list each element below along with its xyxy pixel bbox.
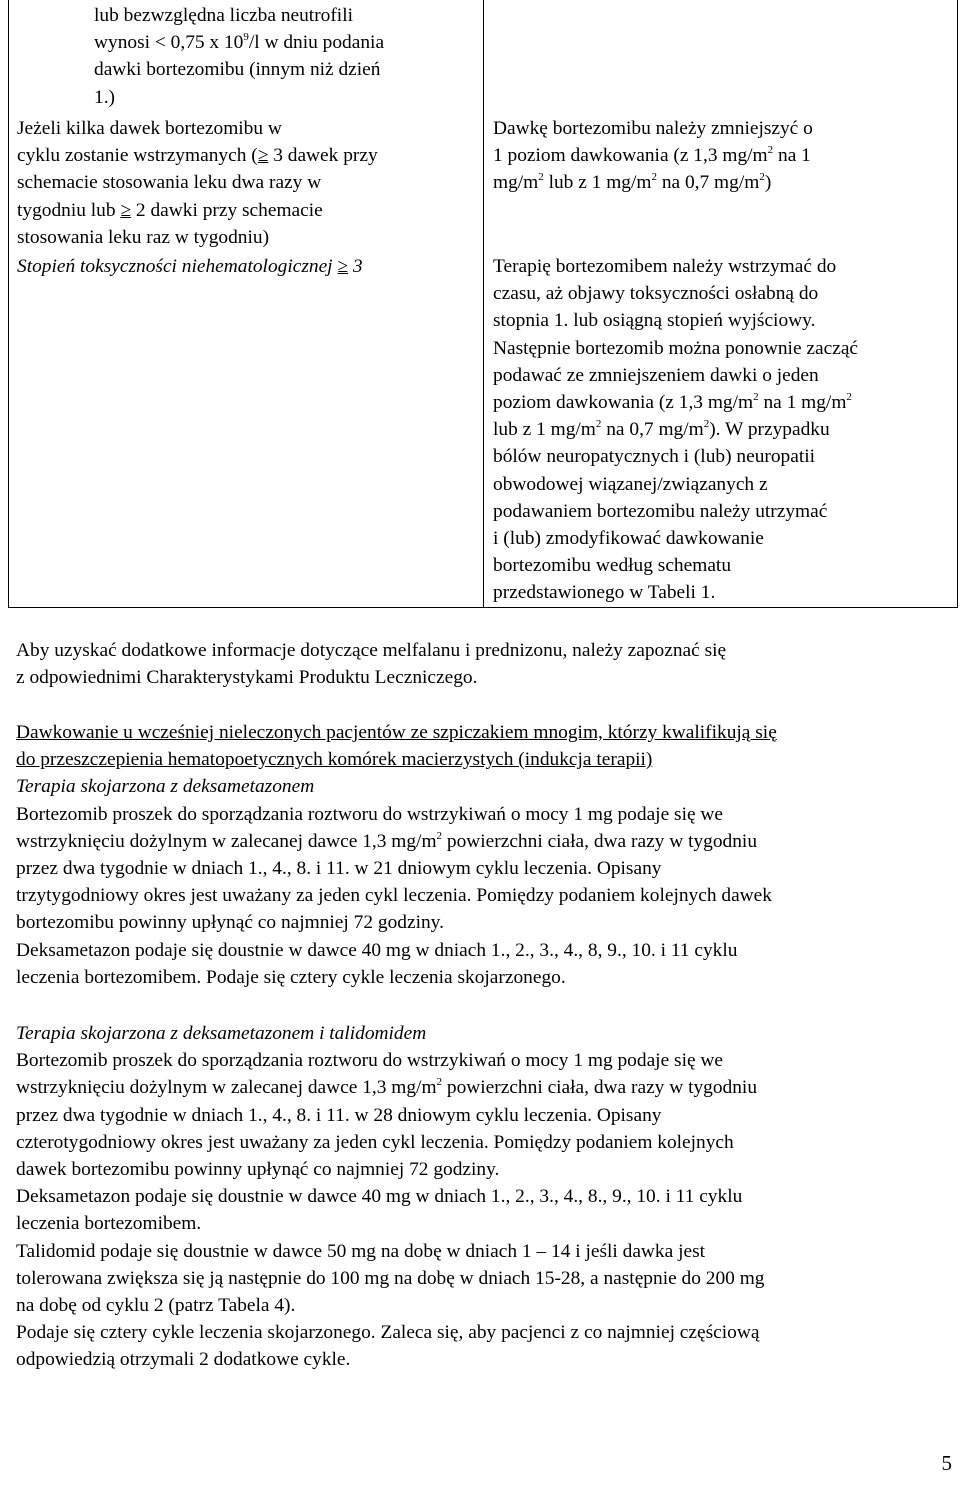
text-line: Dawkę bortezomibu należy zmniejszyć o xyxy=(493,118,813,139)
text-line: stopnia 1. lub osiągną stopień wyjściowy. xyxy=(493,310,816,332)
page-number: 5 xyxy=(941,1451,952,1475)
section-heading: Dawkowanie u wcześniej nieleczonych pacjentów ze szpiczakiem mnogim, którzy kwalifikują się xyxy=(16,722,777,743)
text-line: przedstawionego w Tabeli 1. xyxy=(493,582,716,604)
text-line: Następnie bortezomib można ponownie zacząć xyxy=(493,337,859,359)
text-line: wynosi < 0,75 x $10^9/l$ w dniu podania xyxy=(94,31,385,54)
text-line: Deksametazon podaje się doustnie w dawce 40 mg w dniach 1., 2., 3., 4., 8, 9., 10. i 11 cyklu xyxy=(16,939,738,961)
text-line: lub z 1 $mg/m^2$ na 0,7 $mg/m^2$). W przypadku xyxy=(493,418,830,441)
text-line: i (lub) zmodyfikować dawkowanie xyxy=(493,527,764,549)
text-line: podawaniem bortezomibu należy utrzymać xyxy=(493,500,828,522)
text-line: Jeżeli kilka dawek bortezomibu w xyxy=(17,118,282,139)
table-left-grade-cell xyxy=(17,253,477,280)
text-line: Bortezomib proszek do sporządzania roztworu do wstrzykiwań o mocy 1 mg podaje się we xyxy=(16,1050,724,1072)
section-subheading: Terapia skojarzona z deksametazonem xyxy=(16,776,315,798)
text-line: tygodniu lub ≥ 2 dawki przy schemacie xyxy=(17,199,323,221)
text-line: tolerowana zwiększa się ją następnie do 100 mg na dobę w dniach 15-28, a następnie do 200 mg xyxy=(16,1267,765,1289)
text-line: wstrzyknięciu dożylnym w zalecanej dawce 1,3 $mg/m^2$ powierzchni ciała, dwa razy w tygodniu xyxy=(16,1076,758,1099)
text-line: bortezomibu według schematu xyxy=(493,555,732,577)
text-line: bortezomibu powinny upłynąć co najmniej 72 godziny. xyxy=(16,912,444,934)
text-line: Podaje się cztery cykle leczenia skojarzonego. Zaleca się, aby pacjenci z co najmniej częściową xyxy=(16,1322,760,1344)
text-line: na dobę od cyklu 2 (patrz Tabela 4). xyxy=(16,1294,296,1316)
text-line: leczenia bortezomibem. Podaje się cztery cykle leczenia skojarzonego. xyxy=(16,966,566,988)
table-right-top-cell xyxy=(493,115,953,197)
dose-modification-table xyxy=(8,0,958,608)
text-line: przez dwa tygodnie w dniach 1., 4., 8. i 11. w 21 dniowym cyklu leczenia. Opisany xyxy=(16,857,662,879)
table-right-bottom-cell xyxy=(493,253,953,606)
text-line: z odpowiednimi Charakterystykami Produktu Leczniczego. xyxy=(16,667,478,689)
section-subheading: Terapia skojarzona z deksametazonem i talidomidem xyxy=(16,1023,427,1044)
table-left-mid-cell xyxy=(17,115,477,251)
text-line: czterotygodniowy okres jest uważany za jeden cykl leczenia. Pomiędzy podaniem kolejnych xyxy=(16,1131,734,1153)
text-line: Terapię bortezomibem należy wstrzymać do xyxy=(493,256,837,277)
text-line: dawek bortezomibu powinny upłynąć co najmniej 72 godziny. xyxy=(16,1158,500,1180)
text-line: $mg/m^2$ lub z 1 $mg/m^2$ na 0,7 $mg/m^2$) xyxy=(493,171,772,194)
section-heading: do przeszczepienia hematopoetycznych komórek macierzystych (indukcja terapii) xyxy=(16,749,653,771)
text-line: czasu, aż objawy toksyczności osłabną do xyxy=(493,283,819,305)
table-column-divider xyxy=(483,0,484,607)
table-left-top-cell xyxy=(94,2,479,111)
text-line: leczenia bortezomibem. xyxy=(16,1213,202,1235)
text-line: Bortezomib proszek do sporządzania roztworu do wstrzykiwań o mocy 1 mg podaje się we xyxy=(16,803,724,825)
section-dexamethasone-thalidomide xyxy=(16,1020,951,1373)
text-line: podawać ze zmniejszeniem dawki o jeden xyxy=(493,364,819,386)
text-line: odpowiedzią otrzymali 2 dodatkowe cykle. xyxy=(16,1349,351,1371)
text-line: wstrzyknięciu dożylnym w zalecanej dawce 1,3 $mg/m^2$ powierzchni ciała, dwa razy w tygodniu xyxy=(16,829,758,852)
text-line: schemacie stosowania leku dwa razy w xyxy=(17,172,322,194)
text-line: Talidomid podaje się doustnie w dawce 50 mg na dobę w dniach 1 – 14 i jeśli dawka jest xyxy=(16,1240,706,1262)
text-line: bólów neuropatycznych i (lub) neuropatii xyxy=(493,446,815,468)
text-line: obwodowej wiązanej/związanych z xyxy=(493,473,768,495)
info-paragraph xyxy=(16,637,951,691)
text-line: cyklu zostanie wstrzymanych (≥ 3 dawek przy xyxy=(17,145,378,167)
text-line: dawki bortezomibu (innym niż dzień xyxy=(94,59,381,81)
text-line: Stopień toksyczności niehematologicznej ≥ 3 xyxy=(17,256,363,277)
text-line: 1 poziom dawkowania (z 1,3 $mg/m^2$ na 1 xyxy=(493,144,811,167)
text-line: trzytygodniowy okres jest uważany za jeden cykl leczenia. Pomiędzy podaniem kolejnych dawek xyxy=(16,885,772,907)
section-dexamethasone xyxy=(16,719,951,991)
text-line: 1.) xyxy=(94,86,116,108)
text-line: poziom dawkowania (z 1,3 $mg/m^2$ na 1 $mg/m^2$ xyxy=(493,390,852,413)
text-line: stosowania leku raz w tygodniu) xyxy=(17,226,270,248)
text-line: lub bezwzględna liczba neutrofili xyxy=(94,5,353,26)
text-line: przez dwa tygodnie w dniach 1., 4., 8. i 11. w 28 dniowym cyklu leczenia. Opisany xyxy=(16,1104,662,1126)
text-line: Deksametazon podaje się doustnie w dawce 40 mg w dniach 1., 2., 3., 4., 8., 9., 10. i 11 cyklu xyxy=(16,1186,743,1208)
text-line: Aby uzyskać dodatkowe informacje dotyczące melfalanu i prednizonu, należy zapoznać się xyxy=(16,640,727,661)
